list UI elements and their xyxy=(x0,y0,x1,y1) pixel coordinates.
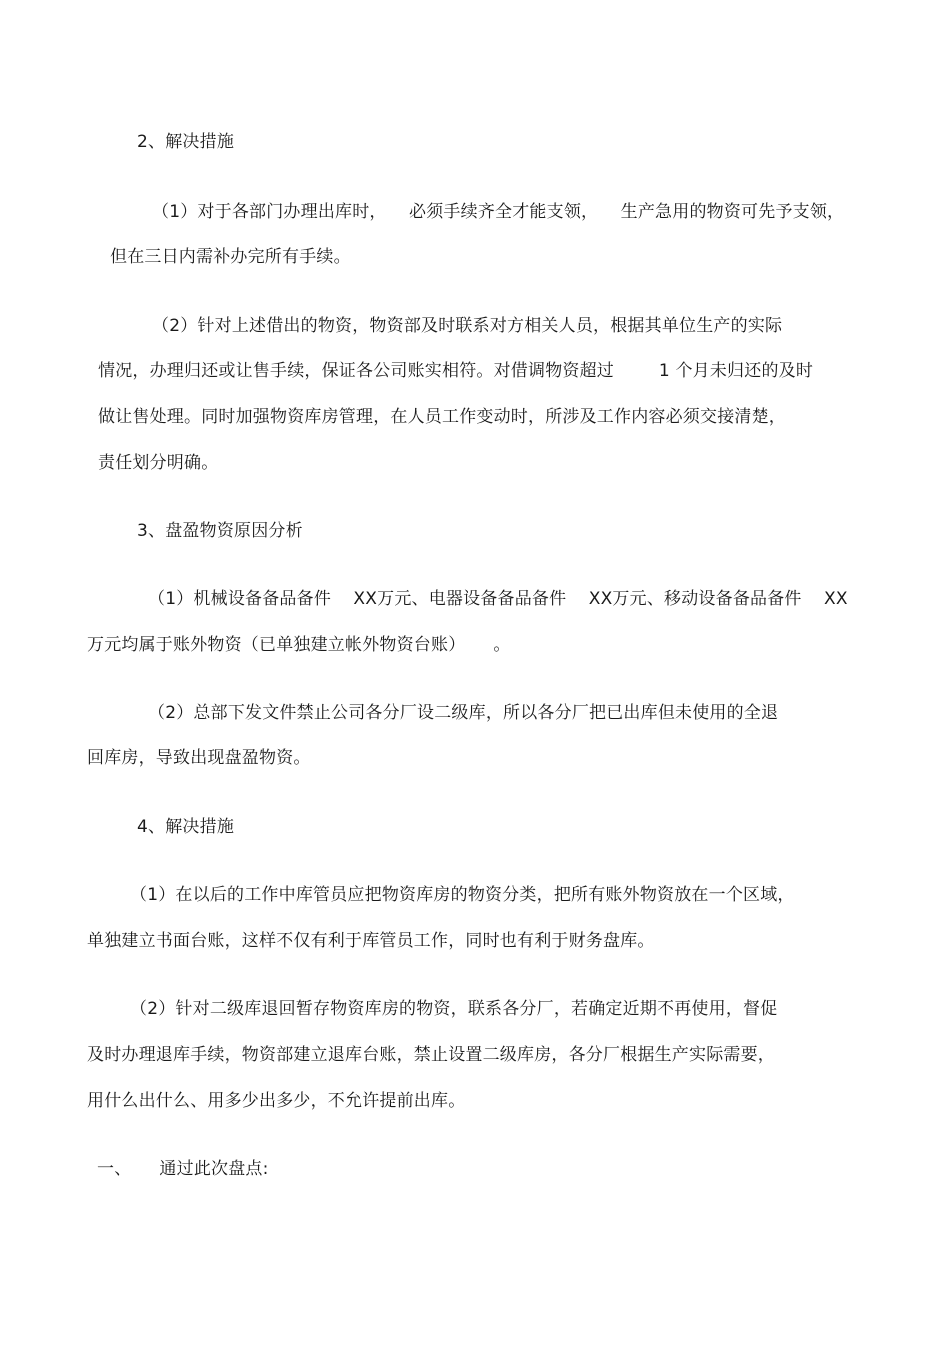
paragraph-line: （2）总部下发文件禁止公司各分厂设二级库，所以各分厂把已出库但未使用的全退 xyxy=(148,703,779,723)
section-heading-solution-1: 2、解决措施 xyxy=(137,132,235,152)
paragraph-line: 万元均属于账外物资（已单独建立帐外物资台账） 。 xyxy=(87,635,511,655)
paragraph-line: 单独建立书面台账，这样不仅有利于库管员工作，同时也有利于财务盘库。 xyxy=(87,931,655,951)
paragraph-line: （1）机械设备备品备件 XX万元、电器设备备品备件 XX万元、移动设备备品备件 XX xyxy=(148,589,848,609)
paragraph-line: 但在三日内需补办完所有手续。 xyxy=(110,247,351,267)
paragraph-line: （2）针对上述借出的物资，物资部及时联系对方相关人员，根据其单位生产的实际 xyxy=(152,316,783,336)
section-heading-inventory-conclusion: 一、 通过此次盘点: xyxy=(97,1159,269,1179)
paragraph-line: （2）针对二级库退回暂存物资库房的物资，联系各分厂，若确定近期不再使用，督促 xyxy=(130,999,778,1019)
paragraph-line: 做让售处理。同时加强物资库房管理，在人员工作变动时，所涉及工作内容必须交接清楚， xyxy=(98,407,786,427)
paragraph-line: 用什么出什么、用多少出多少，不允许提前出库。 xyxy=(87,1091,466,1111)
paragraph-line: （1）在以后的工作中库管员应把物资库房的物资分类，把所有账外物资放在一个区域， xyxy=(130,885,795,905)
paragraph-line: （1）对于各部门办理出库时， 必须手续齐全才能支领， 生产急用的物资可先予支领， xyxy=(152,202,845,222)
section-heading-solution-4: 4、解决措施 xyxy=(137,817,235,837)
paragraph-line: 责任划分明确。 xyxy=(98,453,219,473)
paragraph-line: 及时办理退库手续，物资部建立退库台账，禁止设置二级库房，各分厂根据生产实际需要， xyxy=(87,1045,775,1065)
paragraph-line: 回库房，导致出现盘盈物资。 xyxy=(87,748,311,768)
section-heading-surplus-analysis: 3、盘盈物资原因分析 xyxy=(137,521,303,541)
paragraph-line: 情况，办理归还或让售手续，保证各公司账实相符。对借调物资超过 1 个月未归还的及时 xyxy=(98,361,814,381)
